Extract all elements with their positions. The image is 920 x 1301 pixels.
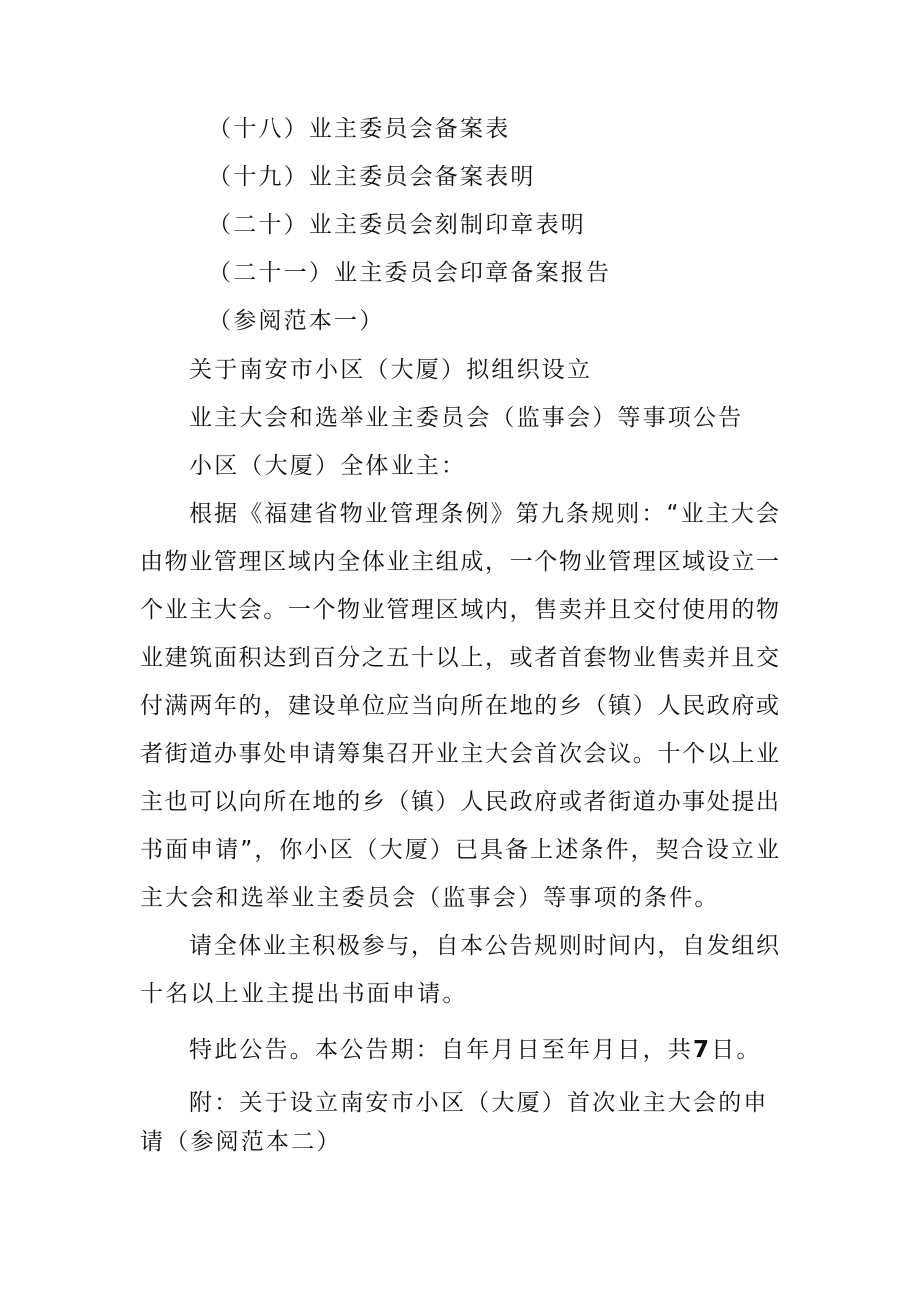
list-item: （十八）业主委员会备案表 <box>208 116 511 142</box>
body-line: 根据《福建省物业管理条例》第九条规则：“业主大会 <box>189 501 780 527</box>
period-days: 7 <box>693 1037 712 1063</box>
list-item: （十九）业主委员会备案表明 <box>208 164 536 190</box>
notice-salutation: 小区（大厦）全体业主： <box>189 453 467 479</box>
body-line: 个业主大会。一个物业管理区域内，售卖并且交付使用的物 <box>140 597 780 623</box>
body-line: 由物业管理区域内全体业主组成，一个物业管理区域设立一 <box>140 549 780 575</box>
body-line-last: 主大会和选举业主委员会（监事会）等事项的条件。 <box>140 885 720 911</box>
attachment-line-2: 请（参阅范本二） <box>140 1129 342 1155</box>
body-line: 业建筑面积达到百分之五十以上，或者首套物业售卖并且交 <box>140 645 780 671</box>
attachment-line-1: 附：关于设立南安市小区（大厦）首次业主大会的申 <box>189 1090 769 1116</box>
sample-reference: （参阅范本一） <box>208 308 385 334</box>
list-item: （二十一）业主委员会印章备案报告 <box>208 260 612 286</box>
body-line: 付满两年的，建设单位应当向所在地的乡（镇）人民政府或 <box>140 693 780 719</box>
body-line: 书面申请”，你小区（大厦）已具备上述条件，契合设立业 <box>140 837 780 863</box>
notice-title-line-2: 业主大会和选举业主委员会（监事会）等事项公告 <box>189 405 744 431</box>
body-line: 者街道办事处申请筹集召开业主大会首次会议。十个以上业 <box>140 741 780 767</box>
body-line: 主也可以向所在地的乡（镇）人民政府或者街道办事处提出 <box>140 789 780 815</box>
notice-period <box>189 1035 762 1065</box>
period-suffix: 日。 <box>711 1037 762 1063</box>
notice-title-line-1: 关于南安市小区（大厦）拟组织设立 <box>189 357 593 383</box>
period-prefix: 特此公告。本公告期：自年月日至年月日，共 <box>189 1037 693 1063</box>
request-line-2: 十名以上业主提出书面申请。 <box>140 981 468 1007</box>
list-item: （二十）业主委员会刻制印章表明 <box>208 212 586 238</box>
request-line-1: 请全体业主积极参与，自本公告规则时间内，自发组织 <box>189 933 780 959</box>
